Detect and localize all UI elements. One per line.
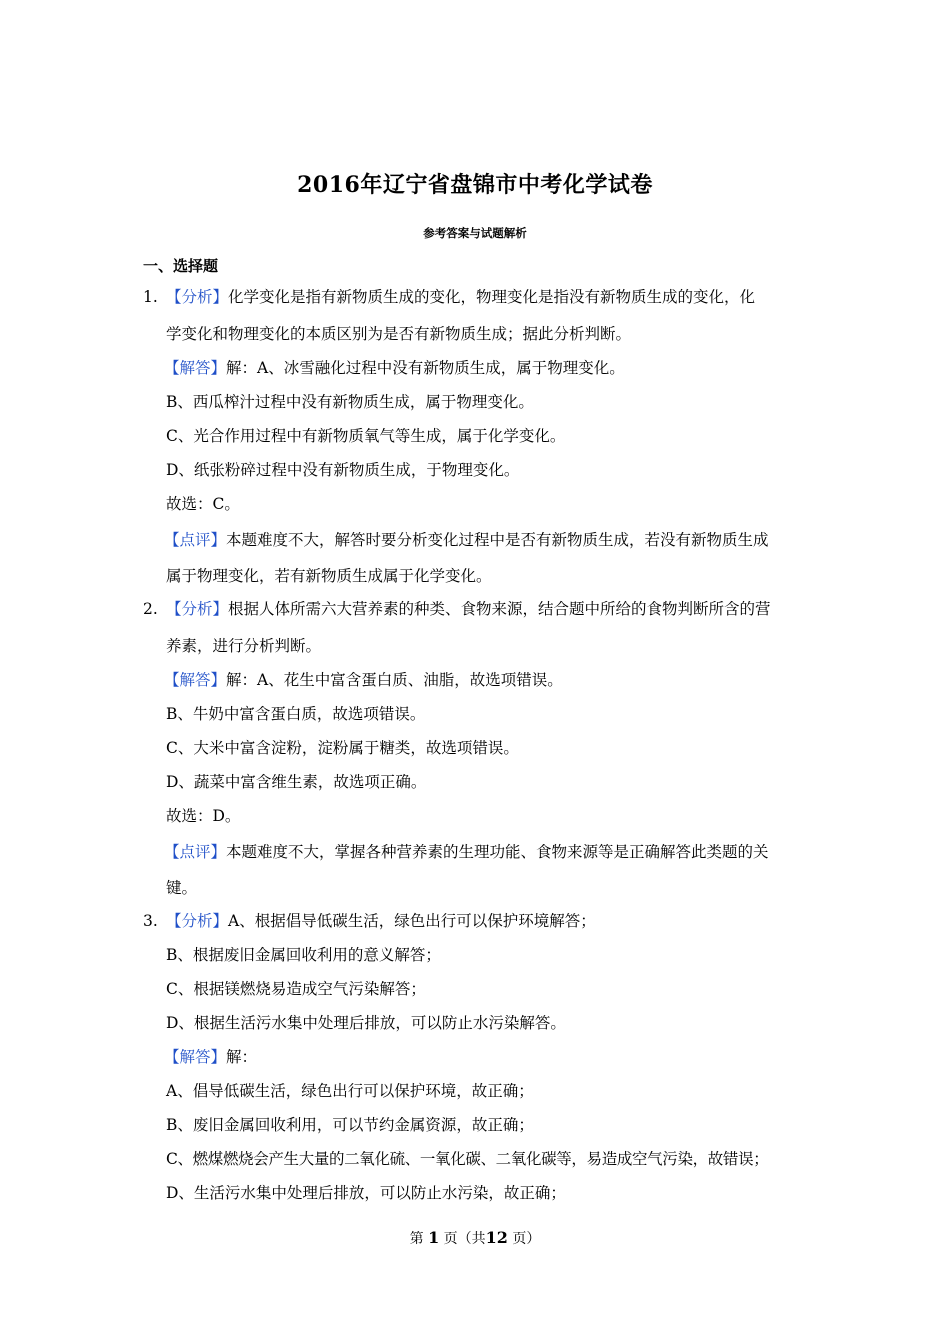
section-heading: 一、选择题 (143, 257, 219, 275)
footer-suffix: 页） (512, 1231, 541, 1247)
q3-option-c: C、燃煤燃烧会产生大量的二氧化硫、一氧化碳、二氧化碳等，易造成空气污染，故错误； (166, 1150, 769, 1168)
analysis-tag: 【分析】 (166, 288, 229, 306)
q1-choice: 故选：C。 (166, 495, 240, 513)
page-title: 2016年辽宁省盘锦市中考化学试卷 (297, 172, 653, 198)
q2-option-d: D、蔬菜中富含维生素，故选项正确。 (166, 773, 427, 791)
q3-analysis-d: D、根据生活污水集中处理后排放，可以防止水污染解答。 (166, 1014, 566, 1032)
q3-analysis-c: C、根据镁燃烧易造成空气污染解答； (166, 980, 426, 998)
q1-option-c: C、光合作用过程中有新物质氧气等生成，属于化学变化。 (166, 427, 566, 445)
q2-option-c: C、大米中富含淀粉，淀粉属于糖类，故选项错误。 (166, 739, 519, 757)
total-pages: 12 (485, 1228, 508, 1247)
footer-prefix: 第 (409, 1231, 424, 1247)
analysis-tag: 【分析】 (166, 912, 229, 930)
q3-analysis-b: B、根据废旧金属回收利用的意义解答； (166, 946, 441, 964)
q1-comment-text: 本题难度不大，解答时要分析变化过程中是否有新物质生成，若没有新物质生成 (226, 531, 769, 549)
q3-option-b: B、废旧金属回收利用，可以节约金属资源，故正确； (166, 1116, 534, 1134)
question-number: 3. (143, 912, 158, 930)
q1-option-b: B、西瓜榨汁过程中没有新物质生成，属于物理变化。 (166, 393, 534, 411)
q3-analysis-text: A、根据倡导低碳生活，绿色出行可以保护环境解答； (228, 912, 596, 930)
q2-choice: 故选：D。 (166, 807, 241, 825)
q3-option-d: D、生活污水集中处理后排放，可以防止水污染，故正确； (166, 1184, 566, 1202)
q1-analysis-line-1 (166, 287, 755, 307)
q1-comment-line-1 (164, 530, 769, 550)
comment-tag: 【点评】 (164, 843, 227, 861)
comment-tag: 【点评】 (164, 531, 227, 549)
current-page-number: 1 (428, 1228, 440, 1247)
q2-comment-line-2: 键。 (166, 879, 198, 897)
q2-comment-line-1 (164, 842, 769, 862)
question-number: 2. (143, 600, 158, 618)
footer-middle: 页（共 (443, 1231, 486, 1247)
q1-answer-text: 解：A、冰雪融化过程中没有新物质生成，属于物理变化。 (226, 359, 625, 377)
q2-comment-text: 本题难度不大，掌握各种营养素的生理功能、食物来源等是正确解答此类题的关 (226, 843, 769, 861)
q2-answer-line (164, 670, 563, 690)
q1-option-d: D、纸张粉碎过程中没有新物质生成，于物理变化。 (166, 461, 520, 479)
answer-tag: 【解答】 (164, 671, 227, 689)
answer-tag: 【解答】 (164, 1048, 227, 1066)
page-footer (0, 1228, 950, 1248)
q1-analysis-text: 化学变化是指有新物质生成的变化，物理变化是指没有新物质生成的变化，化 (228, 288, 756, 306)
q2-analysis-line-1 (166, 599, 771, 619)
q2-answer-text: 解：A、花生中富含蛋白质、油脂，故选项错误。 (226, 671, 563, 689)
q1-analysis-line-2: 学变化和物理变化的本质区别为是否有新物质生成；据此分析判断。 (166, 325, 632, 343)
analysis-tag: 【分析】 (166, 600, 229, 618)
q1-comment-line-2: 属于物理变化，若有新物质生成属于化学变化。 (166, 567, 492, 585)
q2-option-b: B、牛奶中富含蛋白质，故选项错误。 (166, 705, 426, 723)
answer-tag: 【解答】 (164, 359, 227, 377)
q2-analysis-line-2: 养素，进行分析判断。 (166, 637, 322, 655)
q1-answer-line (164, 358, 625, 378)
q3-answer-line (164, 1047, 257, 1067)
question-number: 1. (143, 288, 158, 306)
q3-answer-text: 解： (226, 1048, 258, 1066)
q2-analysis-text: 根据人体所需六大营养素的种类、食物来源，结合题中所给的食物判断所含的营 (228, 600, 771, 618)
q3-analysis-line-1 (166, 911, 596, 931)
q3-option-a: A、倡导低碳生活，绿色出行可以保护环境，故正确； (166, 1082, 534, 1100)
page-subtitle: 参考答案与试题解析 (423, 226, 527, 240)
